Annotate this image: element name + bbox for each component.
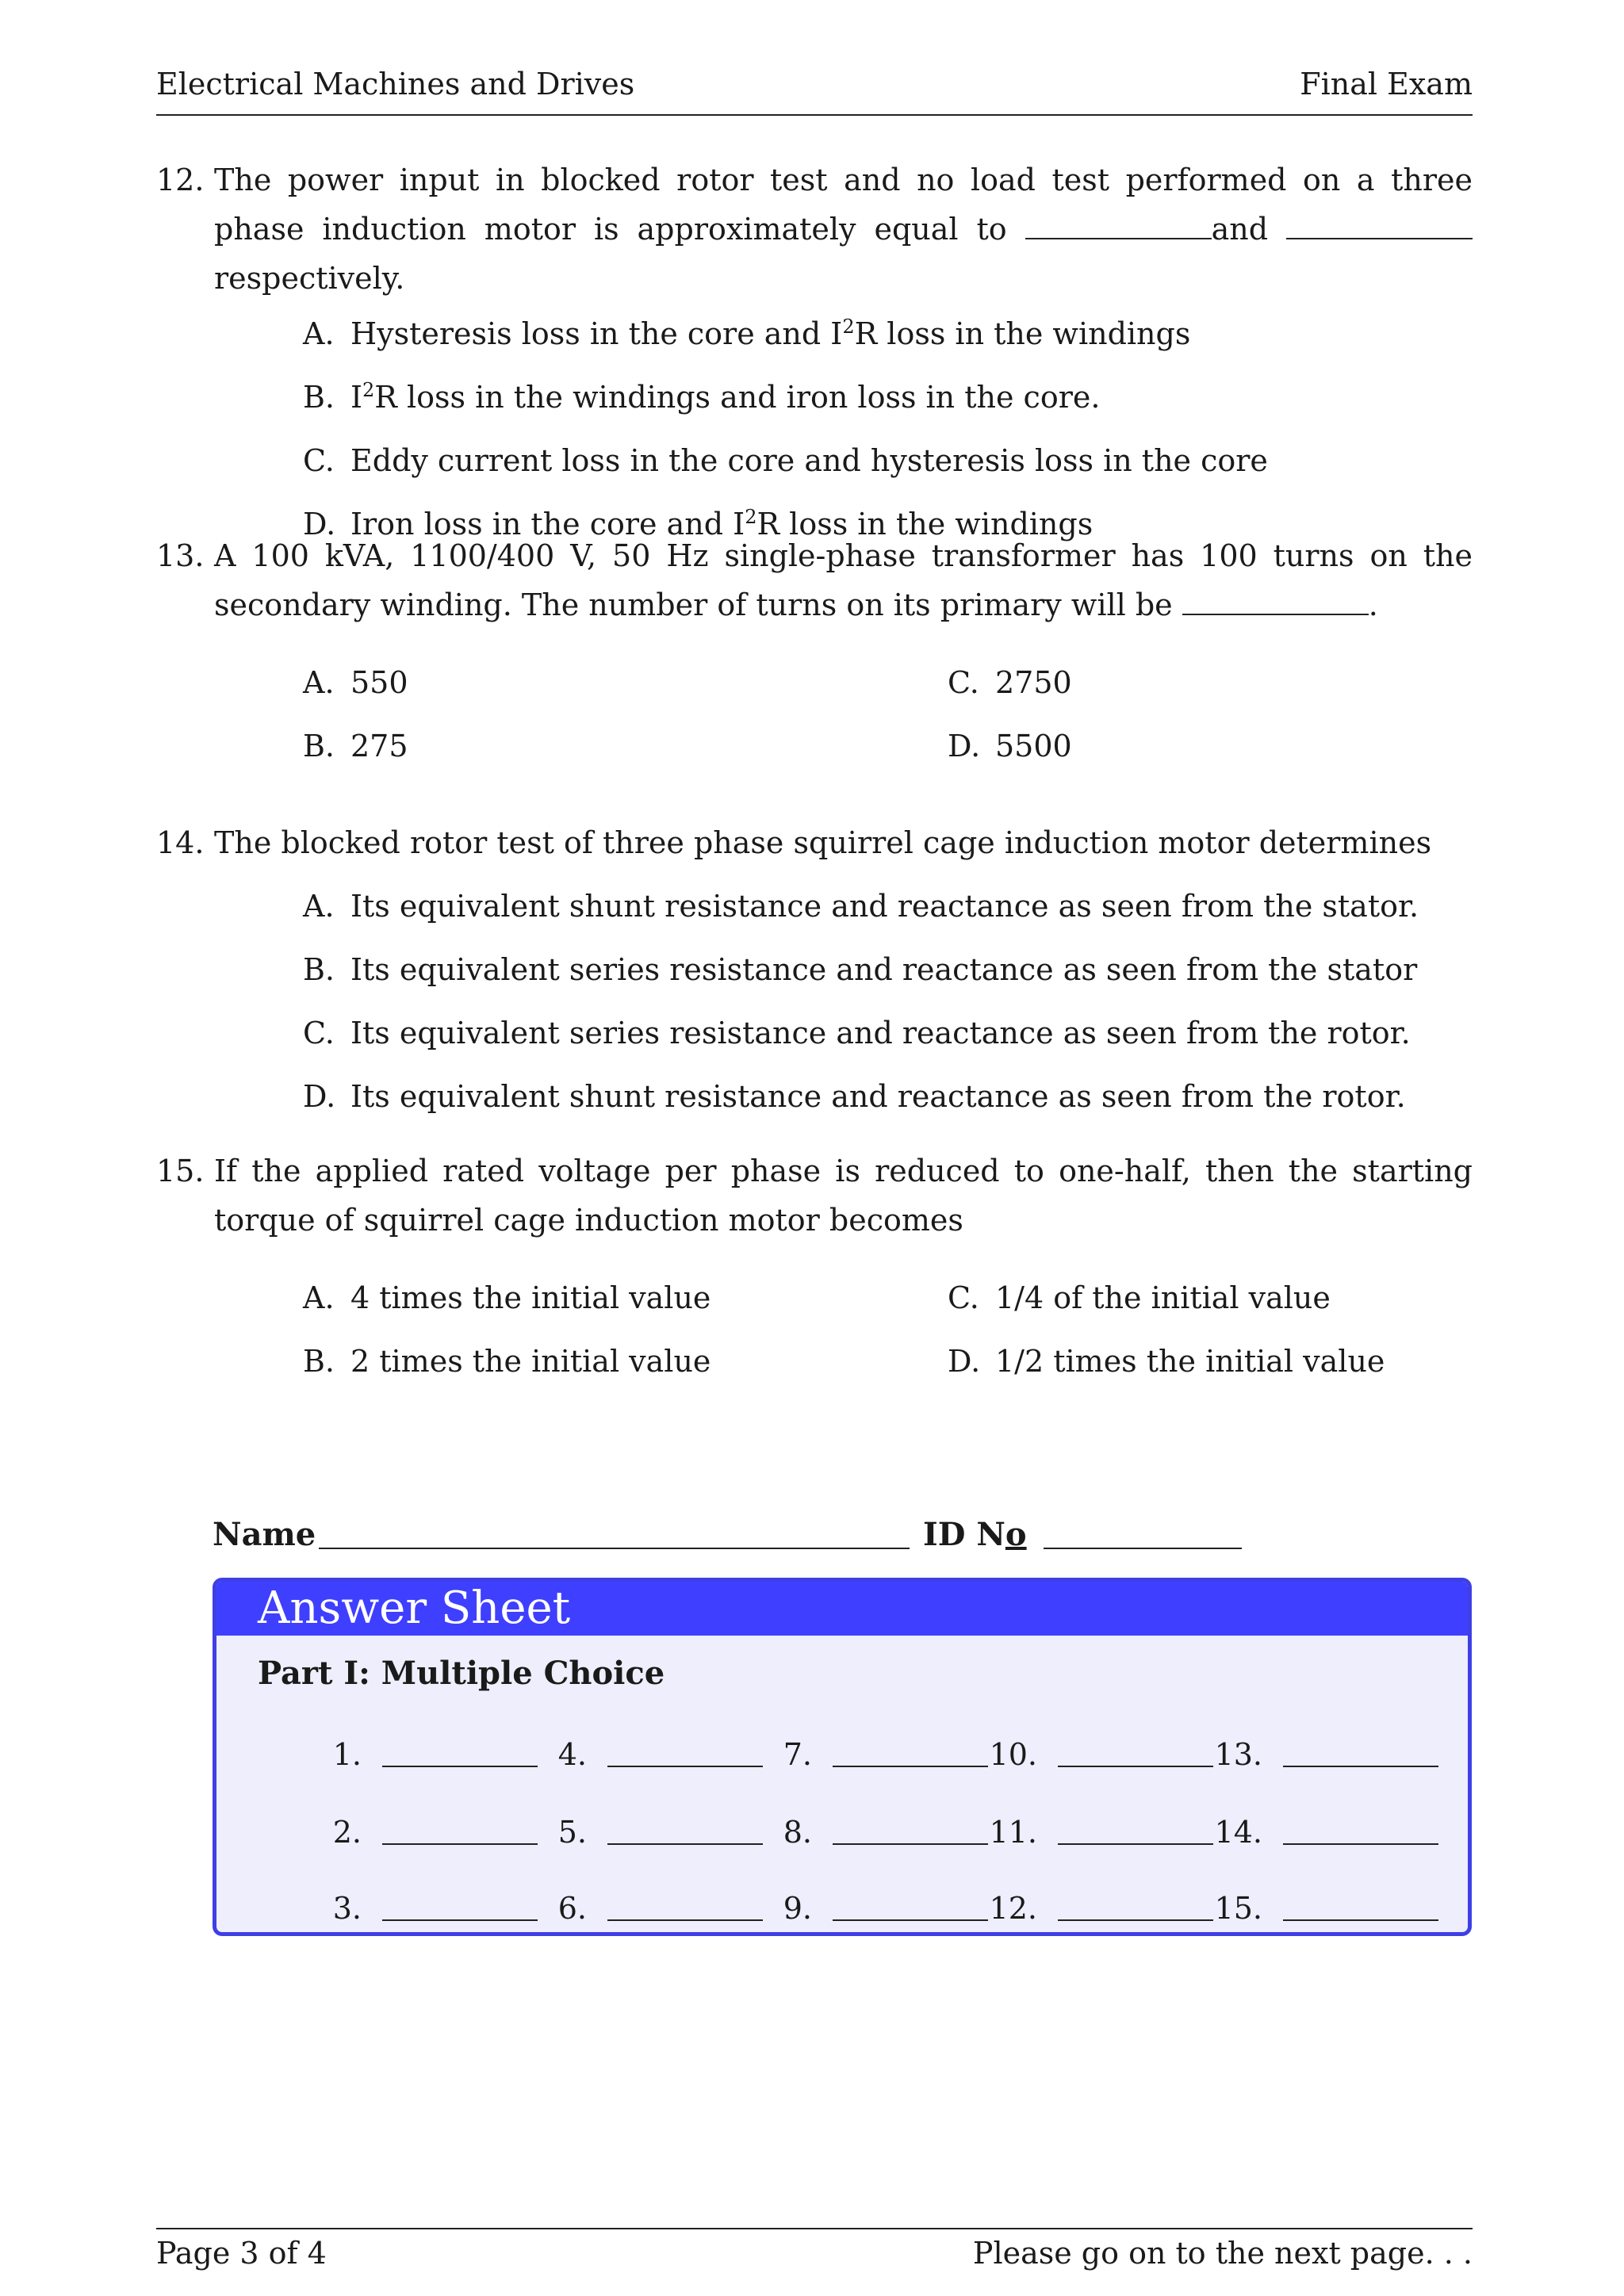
question-number: 13. — [156, 538, 205, 573]
continue-note: Please go on to the next page. . . — [972, 2236, 1473, 2271]
question-stem: The blocked rotor test of three phase squirrel cage induction motor determines — [214, 825, 1432, 860]
question-number: 15. — [156, 1154, 205, 1188]
stem-text: respectively. — [214, 261, 405, 296]
option-c: C. Eddy current loss in the core and hysteresis loss in the core — [303, 443, 1268, 478]
option-list — [303, 882, 1473, 1135]
option-a: A. 550 — [303, 665, 408, 700]
answer-slot-6[interactable]: 6. — [525, 1891, 763, 1931]
option-grid — [303, 1273, 1473, 1400]
option-a: A. 4 times the initial value — [303, 1280, 711, 1315]
stem-text: and — [1211, 212, 1269, 247]
question-stem — [214, 155, 1473, 303]
answer-slot-7[interactable]: 7. — [750, 1737, 988, 1777]
name-label: Name — [213, 1516, 316, 1553]
part-heading: Part I: Multiple Choice — [258, 1655, 665, 1692]
option-c: C. 1/4 of the initial value — [948, 1280, 1331, 1315]
exam-title: Final Exam — [1300, 67, 1473, 101]
name-field[interactable] — [319, 1514, 910, 1549]
question-stem — [214, 531, 1473, 629]
answer-slot-10[interactable]: 10. — [975, 1737, 1213, 1777]
option-b: B. 2 times the initial value — [303, 1344, 711, 1379]
option-d: D. Iron loss in the core and $I^2R$ loss in the windings — [303, 506, 1094, 541]
answer-slot-8[interactable]: 8. — [750, 1815, 988, 1854]
stem-text: A 100 kVA, 1100/400 V, 50 Hz single-phase transformer has 100 turns on the secondary winding. The number of turns on its primary will be — [214, 538, 1473, 622]
id-label: ID No — [923, 1516, 1027, 1553]
answer-slot-14[interactable]: 14. — [1201, 1815, 1438, 1854]
option-a: A. Its equivalent shunt resistance and reactance as seen from the stator. — [303, 889, 1419, 924]
question-number: 14. — [156, 825, 205, 860]
answer-sheet-title: Answer Sheet — [258, 1582, 571, 1634]
option-c: C. 2750 — [948, 665, 1072, 700]
option-b: B. Its equivalent series resistance and reactance as seen from the stator — [303, 952, 1418, 987]
answer-slot-9[interactable]: 9. — [750, 1891, 988, 1931]
page-header — [156, 67, 1473, 116]
course-title: Electrical Machines and Drives — [156, 67, 635, 101]
answer-slot-15[interactable]: 15. — [1201, 1891, 1438, 1931]
answer-slot-3[interactable]: 3. — [300, 1891, 538, 1931]
answer-blank — [1182, 585, 1369, 615]
option-a: A. Hysteresis loss in the core and $I^2R$ loss in the windings — [303, 316, 1191, 351]
answer-blank — [1286, 209, 1473, 239]
stem-text: . — [1368, 587, 1378, 622]
page-number: Page 3 of 4 — [156, 2236, 327, 2271]
answer-sheet — [213, 1578, 1472, 1936]
question-12 — [156, 155, 1473, 563]
question-13 — [156, 531, 1473, 785]
option-b: B. 275 — [303, 729, 408, 763]
option-d: D. Its equivalent shunt resistance and reactance as seen from the rotor. — [303, 1079, 1406, 1114]
stem-text: The power input in blocked rotor test and no load test performed on a three phase induction motor is approximately equal to — [214, 163, 1473, 247]
id-field[interactable] — [1044, 1514, 1242, 1549]
question-15 — [156, 1146, 1473, 1400]
question-number: 12. — [156, 163, 205, 197]
answer-slot-2[interactable]: 2. — [300, 1815, 538, 1854]
question-14 — [156, 818, 1473, 1135]
answer-slot-12[interactable]: 12. — [975, 1891, 1213, 1931]
option-list — [303, 309, 1473, 563]
option-d: D. 5500 — [948, 729, 1072, 763]
option-d: D. 1/2 times the initial value — [948, 1344, 1385, 1379]
option-b: B. $I^2R$ loss in the windings and iron loss in the core. — [303, 379, 1101, 415]
answer-slot-1[interactable]: 1. — [300, 1737, 538, 1777]
option-c: C. Its equivalent series resistance and reactance as seen from the rotor. — [303, 1016, 1411, 1050]
question-stem: If the applied rated voltage per phase is reduced to one-half, then the starting torque of squirrel cage induction motor becomes — [214, 1154, 1473, 1238]
answer-blank — [1025, 209, 1212, 239]
answer-slot-13[interactable]: 13. — [1201, 1737, 1438, 1777]
option-grid — [303, 658, 1473, 785]
answer-slot-4[interactable]: 4. — [525, 1737, 763, 1777]
page-footer — [156, 2228, 1473, 2283]
answer-slot-5[interactable]: 5. — [525, 1815, 763, 1854]
identity-row — [213, 1510, 1323, 1559]
answer-slot-11[interactable]: 11. — [975, 1815, 1213, 1854]
